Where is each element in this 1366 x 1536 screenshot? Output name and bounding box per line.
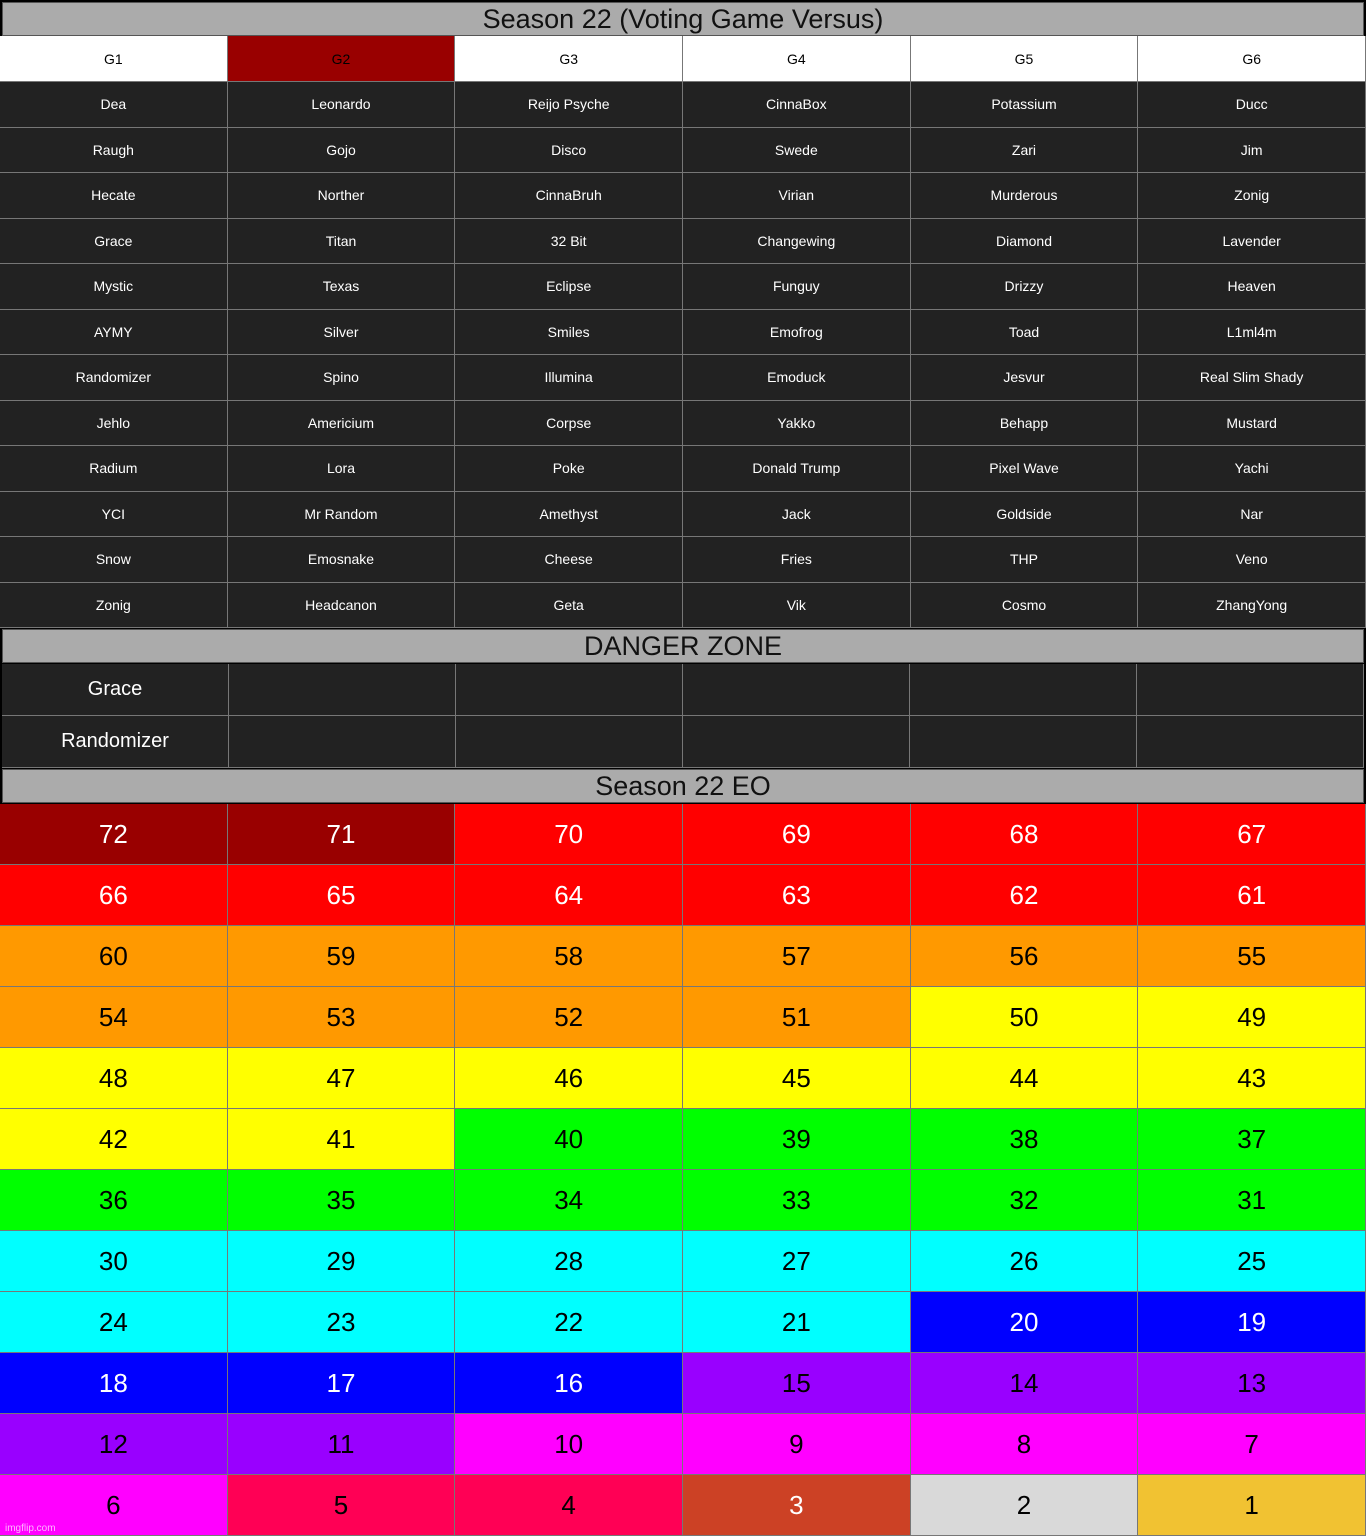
elimination-rank-cell: 53 [228, 987, 456, 1048]
contestant-cell: Zari [911, 128, 1139, 174]
contestant-cell: Dea [0, 82, 228, 128]
elimination-rank-cell: 46 [455, 1048, 683, 1109]
danger-zone-cell [1137, 664, 1364, 716]
contestant-cell: Swede [683, 128, 911, 174]
elimination-rank-cell: 9 [683, 1414, 911, 1475]
elimination-rank-cell: 36 [0, 1170, 228, 1231]
contestant-cell: Titan [228, 219, 456, 265]
contestant-cell: Radium [0, 446, 228, 492]
elimination-rank-cell: 11 [228, 1414, 456, 1475]
contestant-cell: Mustard [1138, 401, 1366, 447]
elimination-rank-cell: 41 [228, 1109, 456, 1170]
contestant-cell: Snow [0, 537, 228, 583]
elimination-rank-cell: 66 [0, 865, 228, 926]
elimination-rank-cell: 15 [683, 1353, 911, 1414]
contestant-cell: Norther [228, 173, 456, 219]
elimination-rank-cell: 50 [911, 987, 1139, 1048]
elimination-rank-cell: 17 [228, 1353, 456, 1414]
contestant-cell: Corpse [455, 401, 683, 447]
elimination-rank-cell: 44 [911, 1048, 1139, 1109]
contestant-cell: Grace [0, 219, 228, 265]
elimination-rank-cell: 20 [911, 1292, 1139, 1353]
group-header-cell: G2 [228, 36, 456, 82]
contestant-cell: Jack [683, 492, 911, 538]
danger-zone-cell: Randomizer [2, 716, 229, 768]
contestant-cell: Emofrog [683, 310, 911, 356]
contestant-cell: Emoduck [683, 355, 911, 401]
elimination-rank-cell: 3 [683, 1475, 911, 1536]
contestant-cell: Raugh [0, 128, 228, 174]
elimination-rank-cell: 26 [911, 1231, 1139, 1292]
contestant-cell: AYMY [0, 310, 228, 356]
elimination-rank-cell: 22 [455, 1292, 683, 1353]
elimination-rank-cell: 35 [228, 1170, 456, 1231]
elimination-rank-cell: 2 [911, 1475, 1139, 1536]
contestant-cell: L1ml4m [1138, 310, 1366, 356]
elimination-rank-cell: 52 [455, 987, 683, 1048]
contestant-cell: Jehlo [0, 401, 228, 447]
elimination-rank-cell: 39 [683, 1109, 911, 1170]
contestant-cell: Changewing [683, 219, 911, 265]
danger-zone-cell [229, 716, 456, 768]
contestant-cell: Americium [228, 401, 456, 447]
contestant-cell: Geta [455, 583, 683, 629]
elimination-rank-cell: 28 [455, 1231, 683, 1292]
elimination-rank-cell: 18 [0, 1353, 228, 1414]
elimination-rank-cell: 5 [228, 1475, 456, 1536]
contestant-cell: Mr Random [228, 492, 456, 538]
contestant-cell: Cosmo [911, 583, 1139, 629]
contestant-cell: Leonardo [228, 82, 456, 128]
elimination-rank-cell: 37 [1138, 1109, 1366, 1170]
elimination-rank-cell: 4 [455, 1475, 683, 1536]
page-title: Season 22 (Voting Game Versus) [2, 2, 1364, 36]
elimination-rank-cell: 45 [683, 1048, 911, 1109]
contestant-cell: Veno [1138, 537, 1366, 583]
contestant-table [0, 82, 1366, 628]
danger-zone-cell [456, 664, 683, 716]
contestant-cell: CinnaBruh [455, 173, 683, 219]
elimination-rank-cell: 69 [683, 804, 911, 865]
danger-zone-cell [683, 664, 910, 716]
elimination-rank-cell: 7 [1138, 1414, 1366, 1475]
elimination-order-table [0, 804, 1366, 1536]
elimination-rank-cell: 51 [683, 987, 911, 1048]
contestant-cell: Ducc [1138, 82, 1366, 128]
elimination-rank-cell: 21 [683, 1292, 911, 1353]
elimination-rank-cell: 31 [1138, 1170, 1366, 1231]
contestant-cell: Virian [683, 173, 911, 219]
elimination-rank-cell: 25 [1138, 1231, 1366, 1292]
contestant-cell: Disco [455, 128, 683, 174]
elimination-rank-cell: 67 [1138, 804, 1366, 865]
contestant-cell: Cheese [455, 537, 683, 583]
contestant-cell: Illumina [455, 355, 683, 401]
group-header-cell: G5 [911, 36, 1139, 82]
danger-zone-cell [683, 716, 910, 768]
contestant-cell: THP [911, 537, 1139, 583]
contestant-cell: Mystic [0, 264, 228, 310]
elimination-rank-cell: 70 [455, 804, 683, 865]
contestant-cell: Fries [683, 537, 911, 583]
contestant-cell: Lora [228, 446, 456, 492]
danger-zone-title: DANGER ZONE [2, 629, 1364, 663]
contestant-cell: Drizzy [911, 264, 1139, 310]
contestant-cell: Funguy [683, 264, 911, 310]
contestant-cell: Murderous [911, 173, 1139, 219]
elimination-rank-cell: 64 [455, 865, 683, 926]
contestant-cell: CinnaBox [683, 82, 911, 128]
elimination-rank-cell: 8 [911, 1414, 1139, 1475]
elimination-rank-cell: 48 [0, 1048, 228, 1109]
group-header-cell: G1 [0, 36, 228, 82]
elimination-rank-cell: 32 [911, 1170, 1139, 1231]
elimination-rank-cell: 43 [1138, 1048, 1366, 1109]
contestant-cell: Jim [1138, 128, 1366, 174]
contestant-cell: Zonig [1138, 173, 1366, 219]
danger-zone-cell [910, 664, 1137, 716]
elimination-rank-cell: 30 [0, 1231, 228, 1292]
contestant-cell: Poke [455, 446, 683, 492]
contestant-cell: Goldside [911, 492, 1139, 538]
contestant-cell: Jesvur [911, 355, 1139, 401]
elimination-rank-cell: 24 [0, 1292, 228, 1353]
elimination-rank-cell: 61 [1138, 865, 1366, 926]
elimination-rank-cell: 1 [1138, 1475, 1366, 1536]
elimination-rank-cell: 47 [228, 1048, 456, 1109]
contestant-cell: Emosnake [228, 537, 456, 583]
contestant-cell: Yachi [1138, 446, 1366, 492]
elimination-rank-cell: 12 [0, 1414, 228, 1475]
contestant-cell: Diamond [911, 219, 1139, 265]
watermark: imgflip.com [5, 1523, 56, 1534]
danger-zone-cell [229, 664, 456, 716]
eo-title: Season 22 EO [2, 769, 1364, 803]
contestant-cell: Spino [228, 355, 456, 401]
contestant-cell: Smiles [455, 310, 683, 356]
contestant-cell: Amethyst [455, 492, 683, 538]
elimination-rank-cell: 65 [228, 865, 456, 926]
elimination-rank-cell: 54 [0, 987, 228, 1048]
elimination-rank-cell: 58 [455, 926, 683, 987]
elimination-rank-cell: 16 [455, 1353, 683, 1414]
elimination-rank-cell: 42 [0, 1109, 228, 1170]
elimination-rank-cell: 33 [683, 1170, 911, 1231]
elimination-rank-cell: 29 [228, 1231, 456, 1292]
elimination-rank-cell: 62 [911, 865, 1139, 926]
elimination-rank-cell: 13 [1138, 1353, 1366, 1414]
contestant-cell: Yakko [683, 401, 911, 447]
contestant-cell: 32 Bit [455, 219, 683, 265]
elimination-rank-cell: 23 [228, 1292, 456, 1353]
elimination-rank-cell: 27 [683, 1231, 911, 1292]
contestant-cell: Nar [1138, 492, 1366, 538]
danger-zone-cell: Grace [2, 664, 229, 716]
elimination-rank-cell: 6 [0, 1475, 228, 1536]
contestant-cell: Donald Trump [683, 446, 911, 492]
contestant-cell: Hecate [0, 173, 228, 219]
danger-zone-cell [1137, 716, 1364, 768]
contestant-cell: Headcanon [228, 583, 456, 629]
contestant-cell: ZhangYong [1138, 583, 1366, 629]
contestant-cell: Gojo [228, 128, 456, 174]
elimination-rank-cell: 68 [911, 804, 1139, 865]
contestant-cell: Pixel Wave [911, 446, 1139, 492]
elimination-rank-cell: 57 [683, 926, 911, 987]
elimination-rank-cell: 60 [0, 926, 228, 987]
elimination-rank-cell: 72 [0, 804, 228, 865]
contestant-cell: Randomizer [0, 355, 228, 401]
contestant-cell: Real Slim Shady [1138, 355, 1366, 401]
contestant-cell: YCI [0, 492, 228, 538]
contestant-cell: Texas [228, 264, 456, 310]
contestant-cell: Potassium [911, 82, 1139, 128]
elimination-rank-cell: 49 [1138, 987, 1366, 1048]
elimination-rank-cell: 40 [455, 1109, 683, 1170]
group-header-cell: G6 [1138, 36, 1366, 82]
group-header-row [0, 36, 1366, 82]
danger-zone-cell [910, 716, 1137, 768]
elimination-rank-cell: 10 [455, 1414, 683, 1475]
elimination-rank-cell: 38 [911, 1109, 1139, 1170]
elimination-rank-cell: 14 [911, 1353, 1139, 1414]
elimination-rank-cell: 56 [911, 926, 1139, 987]
contestant-cell: Vik [683, 583, 911, 629]
elimination-rank-cell: 19 [1138, 1292, 1366, 1353]
contestant-cell: Lavender [1138, 219, 1366, 265]
contestant-cell: Silver [228, 310, 456, 356]
contestant-cell: Zonig [0, 583, 228, 629]
elimination-rank-cell: 55 [1138, 926, 1366, 987]
group-header-cell: G3 [455, 36, 683, 82]
elimination-rank-cell: 71 [228, 804, 456, 865]
contestant-cell: Eclipse [455, 264, 683, 310]
contestant-cell: Toad [911, 310, 1139, 356]
elimination-rank-cell: 63 [683, 865, 911, 926]
danger-zone-table [2, 664, 1364, 768]
danger-zone-cell [456, 716, 683, 768]
elimination-rank-cell: 59 [228, 926, 456, 987]
elimination-rank-cell: 34 [455, 1170, 683, 1231]
contestant-cell: Reijo Psyche [455, 82, 683, 128]
contestant-cell: Behapp [911, 401, 1139, 447]
group-header-cell: G4 [683, 36, 911, 82]
contestant-cell: Heaven [1138, 264, 1366, 310]
